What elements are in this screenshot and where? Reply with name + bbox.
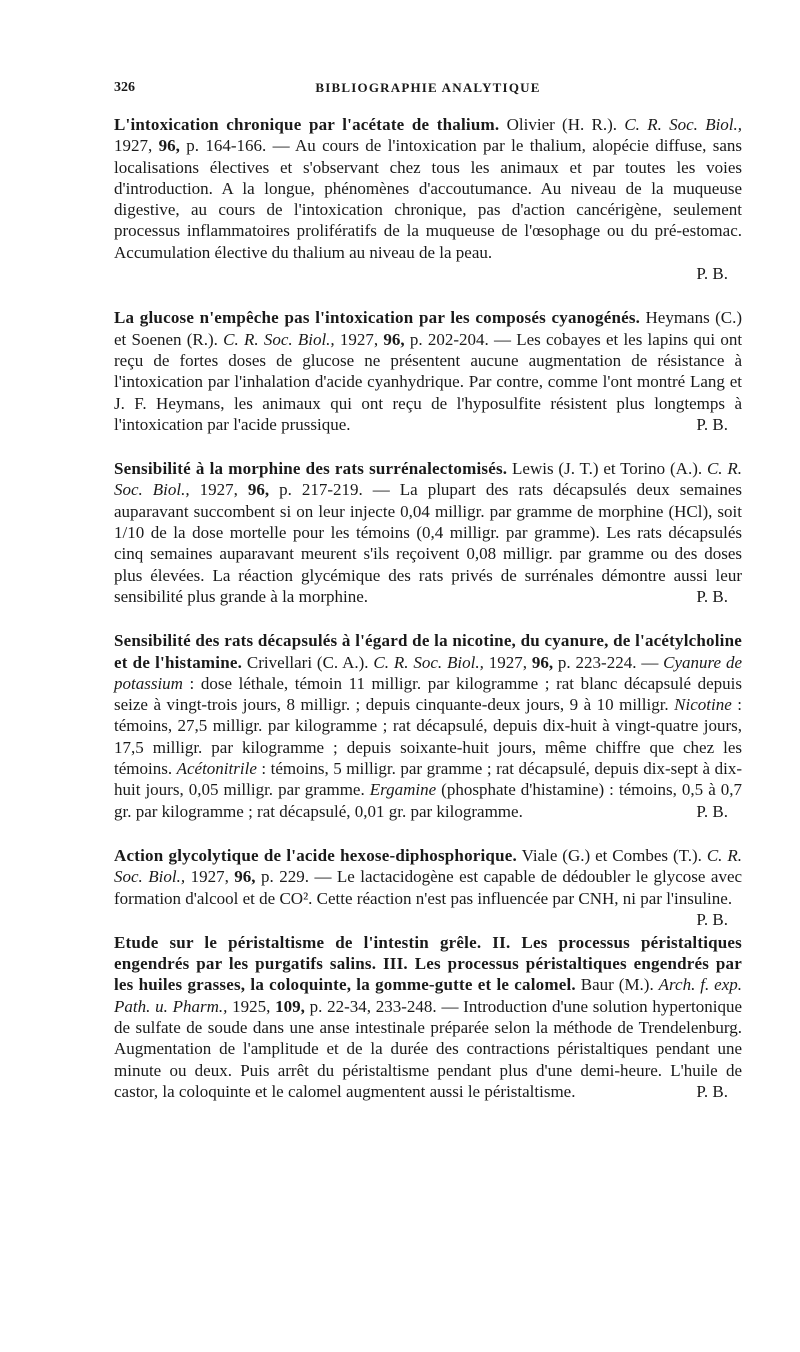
abstract-entry <box>114 114 742 284</box>
page-header <box>114 80 742 102</box>
entry-summary: — La plupart des rats décapsulés deux semaines auparavant succombent si on leur injecte 0,04 milligr. par gramme de morphine (HCl), soit 1/10 de la dose mortelle pour les témoins (0,4 milligr. par gramme). Les rats décapsulés cinq semaines auparavant meurent s'ils reçoivent 0,08 milligr. par gramme ou des doses plus élevées. La réaction glycémique des rats privés de surrénales démontre aussi leur sensibilité plus grande à la morphine. <box>114 480 743 606</box>
entry-journal: Arch. f. exp. Path. u. Pharm., <box>114 975 743 1016</box>
entry-summary-part: : dose léthale, témoin 11 milligr. par kilogramme ; rat blanc décapsulé depuis seize à vingt-trois jours, 8 milligr. ; depuis cinquante-deux jours, 9 à 10 milligr. <box>114 673 742 715</box>
entry-year: 1927, <box>488 652 527 672</box>
entry-reviewer-initials: P. B. <box>696 586 728 606</box>
entry-journal: C. R. Soc. Biol., <box>114 845 742 887</box>
entry-reviewer-initials: P. B. <box>696 801 728 821</box>
entry-summary: — Les cobayes et les lapins qui ont reçu de fortes doses de glucose ne présentent aucune augmentation de résistance à l'intoxication par l'inhalation d'acide cyanhydrique. Par contre, comme l'ont montré Lang et J. F. Heymans, les animaux qui ont reçu de l'hyposulfite résistent plus longtemps à l'intoxication par l'acide prussique. <box>114 329 743 434</box>
entry-summary-part: (phosphate d'histamine) : témoins, 0,5 à 0,7 gr. par kilogramme ; rat décapsulé, 0,01 gr. par kilogramme. <box>114 780 742 821</box>
entry-summary-part: Cyanure de potassium <box>114 652 742 693</box>
entry-authors: Olivier (H. R.). <box>506 115 618 134</box>
entry-summary-part: Ergamine <box>369 780 437 800</box>
entry-pages: p. 202-204. <box>409 329 489 349</box>
entry-reviewer-initials: P. B. <box>696 264 728 284</box>
entry-authors: Heymans (C.) et Soenen (R.). <box>114 308 742 349</box>
entry-volume: 96, <box>234 867 256 887</box>
running-title: BIBLIOGRAPHIE ANALYTIQUE <box>315 80 541 95</box>
entry-reviewer-initials: P. B. <box>696 1081 728 1101</box>
entry-title: Action glycolytique de l'acide hexose-diphosphorique. <box>114 845 517 865</box>
entry-year: 1927, <box>190 867 229 887</box>
entry-pages: p. 164-166. <box>186 136 267 156</box>
entry-journal: C. R. Soc. Biol., <box>624 115 743 134</box>
abstract-entry <box>114 458 742 607</box>
entry-volume: 96, <box>531 652 554 672</box>
entry-authors: Baur (M.). <box>580 975 654 995</box>
entry-reviewer-initials: P. B. <box>696 909 728 929</box>
entry-reviewer-initials: P. B. <box>696 414 728 434</box>
entry-volume: 96, <box>247 480 270 500</box>
entry-summary-part: — <box>641 652 664 672</box>
abstract-list <box>114 114 742 1125</box>
entry-summary-part: Acétonitrile <box>176 759 257 779</box>
entry-title: Etude sur le péristaltisme de l'intestin grêle. II. Les processus péristaltiques engendrés par les purgatifs salins. III. Les processus péristaltiques engendrés par les huiles grasses, la coloquinte, la gomme-gutte et le calomel. <box>114 932 742 995</box>
entry-journal: C. R. Soc. Biol., <box>373 652 484 672</box>
entry-summary: — Le lactacidogène est capable de dédoubler le glycose avec formation d'alcool et de CO². Cette réaction n'est pas influencée par CNH, ni par l'insuline. <box>114 867 743 908</box>
entry-authors: Lewis (J. T.) et Torino (A.). <box>512 459 703 479</box>
entry-volume: 96, <box>383 329 405 349</box>
abstract-entry <box>114 932 742 1102</box>
entry-year: 1925, <box>232 996 271 1016</box>
entry-journal: C. R. Soc. Biol., <box>114 459 742 500</box>
entry-summary-part: Nicotine <box>674 695 732 715</box>
entry-summary-part: : témoins, 27,5 milligr. par kilogramme ; rat décapsulé, depuis dix-huit à vingt-quatre jours, 17,5 milligr. par kilogramme ; depuis soixante-huit jours, même chiffre que chez les témoins. <box>114 695 742 779</box>
entry-title: Sensibilité des rats décapsulés à l'égard de la nicotine, du cyanure, de l'acétylcholine et de l'histamine. <box>114 631 742 672</box>
entry-title: La glucose n'empêche pas l'intoxication par les composés cyanogénés. <box>114 308 641 328</box>
entry-summary: — Au cours de l'intoxication par le thalium, alopécie diffuse, sans localisations électives et s'observant chez tous les animaux et par toutes les voies d'introduction. A la longue, phénomènes d'accoutumance. Au niveau de la muqueuse digestive, au cours de l'intoxication chronique, pas d'action cancérigène, seulement processus inflammatoires prolifératifs de la muqueuse de l'œsophage ou du pré-estomac. Accumulation élective du thalium au niveau de la peau. <box>114 136 743 262</box>
entry-pages: p. 223-224. <box>557 652 637 672</box>
entry-summary-part: : témoins, 5 milligr. par gramme ; rat décapsulé, depuis dix-sept à dix-huit jours, 0,05 milligr. par gramme. <box>114 759 742 800</box>
entry-authors: Viale (G.) et Combes (T.). <box>521 845 702 865</box>
entry-year: 1927, <box>199 480 238 500</box>
abstract-entry <box>114 845 743 929</box>
entry-title: L'intoxication chronique par l'acétate de thalium. <box>114 115 500 134</box>
entry-summary: — Introduction d'une solution hypertonique de sulfate de soude dans une anse intestinale préparée selon la méthode de Trendelenburg. Augmentation de l'amplitude et de la durée des contractions péristaltiques pendant une minute ou deux. Puis arrêt du péristaltisme pendant plus d'une demi-heure. L'huile de castor, la coloquinte et le calomel augmentent aussi le péristaltisme. <box>114 996 743 1101</box>
entry-year: 1927, <box>339 329 379 349</box>
entry-volume: 96, <box>158 136 180 156</box>
abstract-entry <box>114 307 742 435</box>
entry-pages: p. 229. <box>261 867 309 887</box>
entry-pages: p. 22-34, 233-248. <box>309 996 437 1016</box>
entry-journal: C. R. Soc. Biol., <box>223 329 335 349</box>
entry-authors: Crivellari (C. A.). <box>246 652 369 672</box>
abstract-entry <box>114 630 742 822</box>
page-number: 326 <box>114 80 135 95</box>
entry-volume: 109, <box>275 996 305 1016</box>
entry-title: Sensibilité à la morphine des rats surrénalectomisés. <box>114 459 508 479</box>
entry-year: 1927, <box>114 136 153 156</box>
entry-pages: p. 217-219. <box>279 480 363 500</box>
